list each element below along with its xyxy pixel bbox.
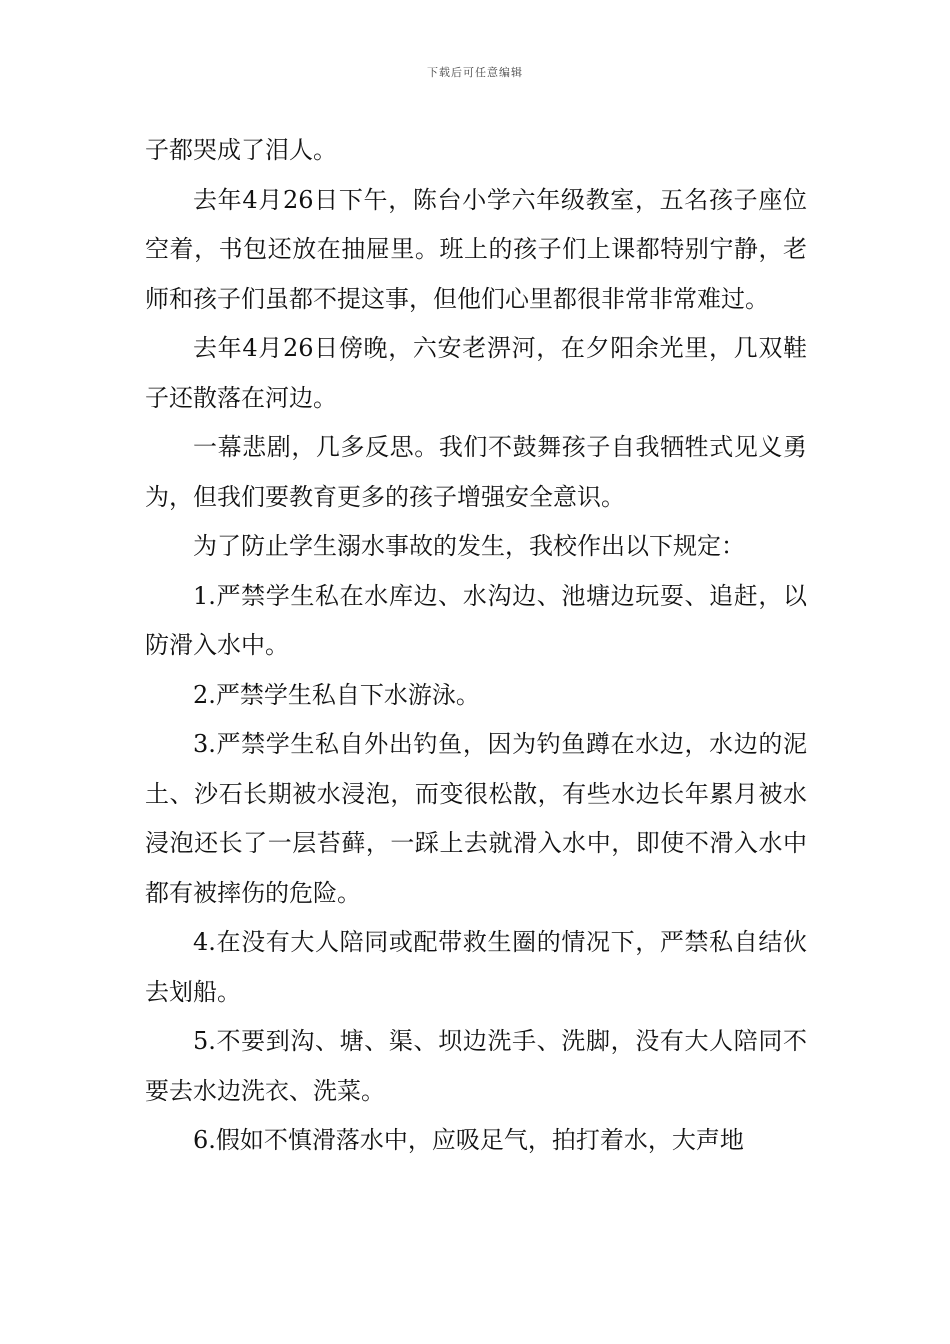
list-item: 2.严禁学生私自下水游泳。 [193, 680, 480, 709]
document-body [145, 126, 807, 1166]
paragraph: 子都哭成了泪人。 [145, 136, 337, 164]
list-item: 1.严禁学生私在水库边、水沟边、池塘边玩耍、追赶，以防滑入水中。 [145, 581, 807, 659]
list-item: 3.严禁学生私自外出钓鱼，因为钓鱼蹲在水边，水边的泥土、沙石长期被水浸泡，而变很松散，有些水边长年累月被水浸泡还长了一层苔藓，一踩上去就滑入水中，即使不滑入水中都有被摔伤的危险。 [145, 730, 807, 907]
paragraph: 去年4月26日下午，陈台小学六年级教室，五名孩子座位空着，书包还放在抽屉里。班上的孩子们上课都特别宁静，老师和孩子们虽都不提这事，但他们心里都很非常非常难过。 [145, 185, 807, 313]
paragraph: 一幕悲剧，几多反思。我们不鼓舞孩子自我牺牲式见义勇为，但我们要教育更多的孩子增强安全意识。 [145, 433, 807, 511]
list-item: 6.假如不慎滑落水中，应吸足气，拍打着水，大声地 [193, 1126, 744, 1154]
page-header: 下载后可任意编辑 [427, 66, 523, 79]
paragraph: 去年4月26日傍晚，六安老淠河，在夕阳余光里，几双鞋子还散落在河边。 [145, 334, 807, 412]
paragraph: 为了防止学生溺水事故的发生，我校作出以下规定： [193, 532, 745, 560]
list-item: 4.在没有大人陪同或配带救生圈的情况下，严禁私自结伙去划船。 [145, 928, 807, 1006]
list-item: 5.不要到沟、塘、渠、坝边洗手、洗脚，没有大人陪同不要去水边洗衣、洗菜。 [145, 1027, 807, 1105]
